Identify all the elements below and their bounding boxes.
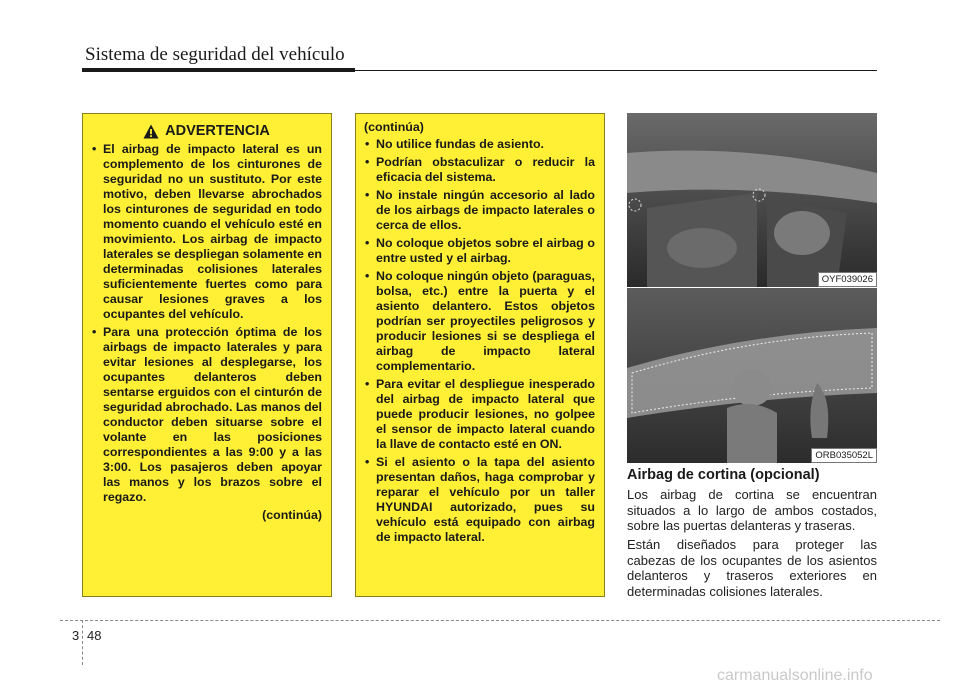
page-number: 48 (87, 628, 102, 643)
photo-code-label: OYF039026 (818, 272, 877, 287)
warning-item: • No utilice fundas de asiento. (364, 137, 595, 152)
warning-heading-label: ADVERTENCIA (165, 123, 270, 139)
warning-box-2 (355, 113, 605, 597)
warning-triangle-icon (143, 124, 159, 139)
warning-item: • Para una protección óptima de los airbags de impacto laterales y para evitar lesiones al desplegarse, los ocupantes delanteros deben sentarse erguidos con el cinturón de seguridad abrochado. Las manos del conductor deben situarse sobre el volante en las posiciones correspondientes a las 9:00 y a las 3:00. Los pasajeros deben apoyar las manos y los brazos sobre el regazo. (91, 325, 322, 505)
footer-divider (82, 620, 83, 665)
warning-item: • No coloque objetos sobre el airbag o entre usted y el airbag. (364, 236, 595, 266)
photo-code-label: ORB035052L (811, 448, 877, 463)
warning-list-1 (91, 142, 322, 505)
warning-item: • Si el asiento o la tapa del asiento presentan daños, haga comprobar y reparar el vehículo por un taller HYUNDAI autorizado, pues su vehículo está equipado con airbag de impacto lateral. (364, 455, 595, 545)
continued-note: (continúa) (364, 120, 424, 134)
warning-item: • No coloque ningún objeto (paraguas, bolsa, etc.) entre la puerta y el asiento delantero. Estos objetos podrían ser proyectiles peligrosos y producir lesiones si se despliega el airbag de impacto lateral complementario. (364, 269, 595, 374)
car-interior-illustration (627, 113, 877, 287)
watermark: carmanualsonline.info (717, 667, 873, 684)
curtain-airbag-illustration (627, 288, 877, 463)
page-header-title: Sistema de seguridad del vehículo (85, 44, 345, 65)
side-airbag-photo (627, 113, 877, 287)
section-paragraph: Están diseñados para proteger las cabezas de los ocupantes de los asientos delanteros y traseros exteriores en determinadas colisiones laterales. (627, 537, 877, 599)
warning-item: • No instale ningún accesorio al lado de los airbags de impacto laterales o cerca de ellos. (364, 188, 595, 233)
section-paragraph: Los airbag de cortina se encuentran situados a lo largo de ambos costados, sobre las puertas delanteras y traseras. (627, 487, 877, 533)
warning-item: • Podrían obstaculizar o reducir la eficacia del sistema. (364, 155, 595, 185)
header-rule-thick (82, 68, 355, 72)
footer-rule (60, 620, 940, 621)
chapter-number: 3 (72, 628, 80, 643)
warning-item: • Para evitar el despliegue inesperado del airbag de impacto lateral que puede producir lesiones, no golpee el sensor de impacto lateral cuando la llave de contacto esté en ON. (364, 377, 595, 452)
section-title: Airbag de cortina (opcional) (627, 467, 820, 483)
header-rule-thin (355, 70, 877, 71)
warning-box-1 (82, 113, 332, 597)
warning-heading (91, 124, 322, 139)
warning-item: • El airbag de impacto lateral es un complemento de los cinturones de seguridad no un sustituto. Por este motivo, deben llevarse abrochados los cinturones de seguridad en todo momento cuando el vehículo esté en movimiento. Los airbag de impacto laterales se despliegan solamente en determinadas colisiones laterales suficientemente fuertes como para causar lesiones graves a los ocupantes del vehículo. (91, 142, 322, 322)
continues-note: (continúa) (262, 508, 322, 522)
curtain-airbag-photo (627, 288, 877, 463)
warning-list-2 (364, 137, 595, 545)
